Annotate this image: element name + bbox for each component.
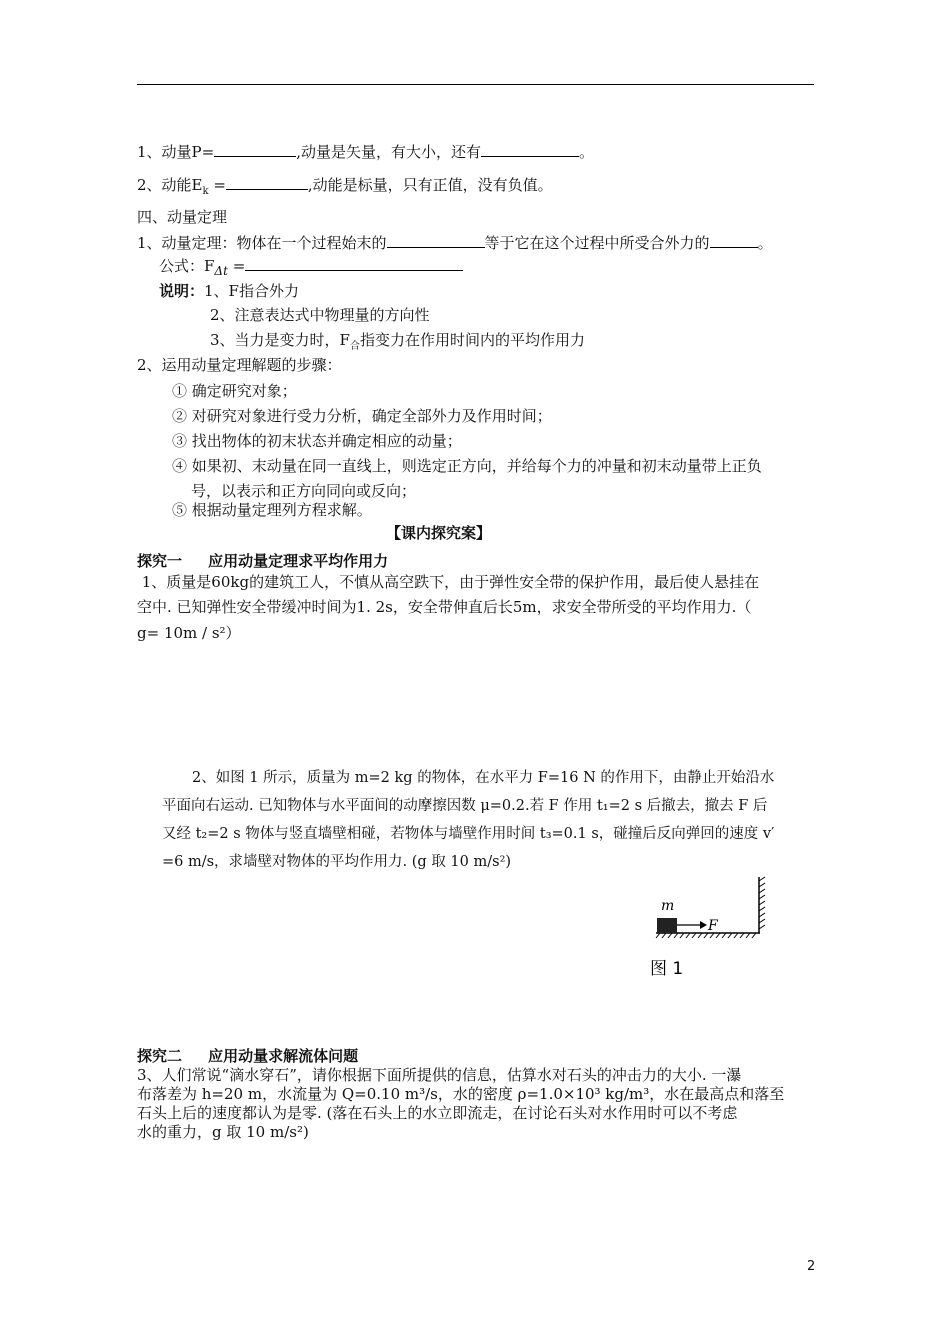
figure-caption: 图 1	[650, 959, 684, 979]
question-2-line-3: 又经 t₂=2 s 物体与竖直墙壁相碰，若物体与墙壁作用时间 t₃=0.1 s，碰撞后反向弹回的速度 v′	[162, 826, 775, 842]
kinetic-subscript: k	[202, 186, 209, 197]
note-3-text-b: 指变力在作用时间内的平均作用力	[359, 331, 585, 349]
theorem-blank-2[interactable]	[710, 231, 758, 248]
figure-1-diagram	[640, 875, 780, 990]
question-2-line-2: 平面向右运动. 已知物体与水平面间的动摩擦因数 μ=0.2.若 F 作用 t₁=2 s 后撤去，撤去 F 后	[162, 798, 768, 814]
formula-delta-t: Δt	[214, 264, 228, 278]
question-3-line-1: 3、人们常说“滴水穿石”，请你根据下面所提供的信息，估算水对石头的冲击力的大小. 一瀑	[137, 1066, 742, 1084]
explore-1-heading: 探究一 应用动量定理求平均作用力	[137, 552, 389, 570]
force-label: F	[708, 918, 718, 934]
mass-block	[657, 918, 677, 933]
question-1-line-1: 1、质量是60kg的建筑工人，不慎从高空跌下，由于弹性安全带的保护作用，最后使人悬挂在	[137, 573, 760, 591]
momentum-definition-line	[137, 140, 594, 162]
steps-heading: 2、运用动量定理解题的步骤：	[137, 356, 342, 374]
step-1: ① 确定研究对象；	[172, 382, 297, 400]
formula-line	[159, 254, 463, 281]
notes-label: 说明：	[159, 282, 205, 300]
kinetic-text-a: 2、动能E	[137, 176, 203, 194]
momentum-text-a: 1、动量P=	[137, 143, 215, 161]
force-arrowhead	[700, 921, 707, 929]
theorem-line	[137, 231, 773, 253]
note-3	[210, 330, 585, 357]
formula-text-b: =	[227, 257, 246, 275]
theorem-text-a: 1、动量定理：物体在一个过程始末的	[137, 234, 387, 252]
kinetic-text-b: =	[208, 176, 226, 194]
momentum-blank[interactable]	[214, 140, 296, 157]
kinetic-energy-line	[137, 173, 553, 202]
step-2: ② 对研究对象进行受力分析，确定全部外力及作用时间；	[172, 407, 552, 425]
section-heading: 四、动量定理	[137, 208, 228, 226]
theorem-text-b: 等于它在这个过程中所受合外力的	[484, 234, 710, 252]
kinetic-blank[interactable]	[226, 173, 308, 190]
formula-text-a: 公式：F	[159, 257, 215, 275]
kinetic-text-c: ,动能是标量，只有正值，没有负值。	[307, 176, 553, 194]
inclass-title: 【课内探究案】	[386, 524, 492, 542]
direction-blank[interactable]	[481, 140, 579, 157]
step-4: ④ 如果初、末动量在同一直线上，则选定正方向，并给每个力的冲量和初末动量带上正负	[172, 457, 762, 475]
formula-blank[interactable]	[245, 254, 463, 271]
note-3-text-a: 3、当力是变力时，F	[210, 331, 350, 349]
explore-2-heading: 探究二 应用动量求解流体问题	[137, 1047, 359, 1065]
step-5: ⑤ 根据动量定理列方程求解。	[172, 501, 372, 519]
theorem-blank-1[interactable]	[387, 231, 485, 248]
note-3-subscript: 合	[349, 341, 360, 352]
question-2-line-4: =6 m/s，求墙壁对物体的平均作用力. (g 取 10 m/s²)	[162, 854, 512, 870]
wall-hatching	[759, 877, 765, 929]
question-2-line-1: 2、如图 1 所示，质量为 m=2 kg 的物体，在水平力 F=16 N 的作用下，由静止开始沿水	[192, 770, 775, 786]
question-3-line-3: 石头上后的速度都认为是零. (落在石头上的水立即流走，在讨论石头对水作用时可以不考虑	[137, 1104, 738, 1122]
question-1-line-2: 空中. 已知弹性安全带缓冲时间为1. 2s，安全带伸直后长5m，求安全带所受的平均作用力.（	[137, 598, 752, 616]
note-1: 1、F指合外力	[204, 282, 299, 300]
notes-line-1	[159, 281, 299, 301]
momentum-text-c: 。	[579, 143, 595, 161]
step-4-continued: 号，以表示和正方向同向或反向；	[191, 482, 417, 500]
header-rule	[137, 84, 814, 85]
mass-label: m	[661, 898, 675, 914]
question-3-line-2: 布落差为 h=20 m，水流量为 Q=0.10 m³/s，水的密度 ρ=1.0×10³ kg/m³，水在最高点和落至	[137, 1085, 785, 1103]
momentum-text-b: ,动量是矢量，有大小，还有	[296, 143, 481, 161]
note-2: 2、注意表达式中物理量的方向性	[210, 306, 430, 324]
question-3-line-4: 水的重力，g 取 10 m/s²)	[137, 1123, 309, 1141]
question-1-line-3: g= 10m / s²）	[137, 624, 241, 642]
theorem-text-c: 。	[757, 234, 773, 252]
page-number: 2	[807, 1259, 816, 1274]
step-3: ③ 找出物体的初末状态并确定相应的动量；	[172, 432, 462, 450]
